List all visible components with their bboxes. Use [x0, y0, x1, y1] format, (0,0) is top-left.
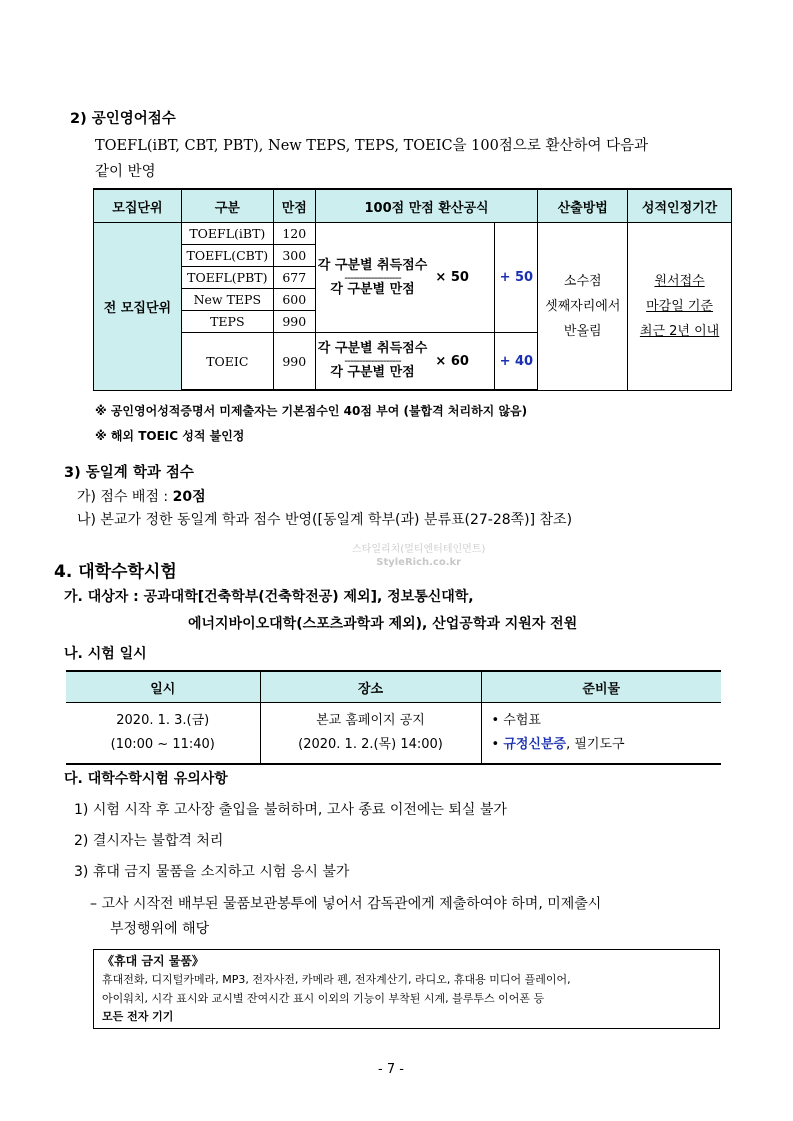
place-text: 본교 홈페이지 공지: [316, 713, 425, 728]
place-cell: [260, 703, 481, 765]
method-cell: [538, 223, 628, 391]
header-datetime: 일시: [66, 671, 260, 703]
time-text: (10:00 ~ 11:40): [110, 737, 215, 752]
header-max-score: 만점: [273, 189, 315, 223]
period-cell: [628, 223, 732, 391]
formula-plus-2: + 40: [495, 333, 538, 391]
english-score-table: [93, 188, 732, 391]
formula-cell-2: [315, 333, 495, 391]
item-a-value: 20점: [172, 489, 206, 505]
section-3-item-a: [77, 486, 206, 506]
datetime-cell: [66, 703, 260, 765]
test-max: 990: [273, 311, 315, 333]
header-period: 성적인정기간: [628, 189, 732, 223]
section-4-schedule-heading: 나. 시험 일시: [64, 646, 147, 662]
method-line-1: 소수점: [563, 273, 602, 289]
test-name: TEPS: [181, 311, 273, 333]
prep-item-id: [492, 733, 721, 757]
test-name: TOEFL(PBT): [181, 267, 273, 289]
header-prep: 준비물: [481, 671, 721, 703]
prep-id-highlight: 규정신분증: [503, 737, 567, 752]
period-line-2: 마감일 기준: [646, 298, 714, 314]
section-2-heading: 2) 공인영어점수: [70, 111, 176, 127]
test-name: TOEFL(iBT): [181, 223, 273, 245]
exam-notes-heading: 다. 대학수학시험 유의사항: [64, 771, 228, 787]
section-4-target-line-2: 에너지바이오대학(스포츠과학과 제외), 산업공학과 지원자 전원: [188, 616, 578, 632]
formula-numerator: 각 구분별 취득점수: [317, 257, 428, 273]
unit-cell: 전 모집단위: [94, 223, 182, 391]
prohibited-items-line-3: 모든 전자 기기: [102, 1010, 174, 1023]
section-4-title: 4. 대학수학시험: [54, 562, 177, 582]
place-date-text: (2020. 1. 2.(목) 14:00): [298, 737, 443, 752]
prohibited-items-line-2: 아이워치, 시각 표시와 교시별 잔여시간 표시 이외의 기능이 부착된 시계, 블루투스 이어폰 등: [102, 992, 545, 1005]
prep-item-ticket: • 수험표: [491, 713, 541, 728]
formula-numerator: 각 구분별 취득점수: [317, 341, 428, 356]
watermark: [352, 543, 485, 569]
exam-note-2: 2) 결시자는 불합격 처리: [74, 833, 224, 849]
formula-multiplier-1: × 50: [435, 270, 469, 285]
formula-multiplier-2: × 60: [435, 353, 469, 369]
method-line-3: 반올림: [563, 323, 602, 339]
formula-denominator: 각 구분별 만점: [330, 281, 415, 297]
test-max: 600: [273, 289, 315, 311]
test-max: 677: [273, 267, 315, 289]
prohibited-items-title: 《휴대 금지 물품》: [102, 954, 204, 968]
method-line-2: 셋째자리에서: [545, 298, 621, 314]
formula-bar: -------------------: [344, 354, 401, 367]
exam-schedule-table: [66, 670, 721, 765]
header-method: 산출방법: [538, 189, 628, 223]
test-max: 120: [273, 223, 315, 245]
header-category: 구분: [181, 189, 273, 223]
section-2-description-line-1: TOEFL(iBT, CBT, PBT), New TEPS, TEPS, TOEIC을 100점으로 환산하여 다음과: [95, 138, 649, 154]
prohibited-items-box: [93, 949, 720, 1029]
test-name: TOEIC: [181, 333, 273, 391]
header-formula: 100점 만점 환산공식: [315, 189, 538, 223]
header-unit: 모집단위: [94, 189, 182, 223]
formula-bar: -------------------: [344, 270, 401, 284]
test-name: New TEPS: [181, 289, 273, 311]
formula-plus-1: + 50: [495, 223, 538, 333]
section-2-description-line-2: 같이 반영: [95, 164, 156, 180]
exam-note-1: 1) 시험 시작 후 고사장 출입을 불허하며, 고사 종료 이전에는 퇴실 불가: [74, 802, 507, 818]
note-1: ※ 공인영어성적증명서 미제출자는 기본점수인 40점 부여 (불합격 처리하지 않음): [95, 404, 528, 418]
prohibited-items-line-1: 휴대전화, 디지털카메라, MP3, 전자사전, 카메라 펜, 전자계산기, 라디오, 휴대용 미디어 플레이어,: [102, 973, 571, 986]
exam-note-3-detail-line-2: 부정행위에 해당: [110, 921, 210, 937]
item-a-label: 가) 점수 배점 :: [77, 489, 173, 505]
watermark-line-1: 스타일리치(멀티엔터테인먼트): [352, 544, 486, 555]
prep-id-rest: , 필기도구: [566, 737, 625, 752]
prep-cell: [481, 703, 721, 765]
formula-fraction-2: [318, 340, 428, 382]
period-line-1: 원서접수: [654, 273, 705, 289]
watermark-line-2: StyleRich.co.kr: [376, 557, 462, 568]
section-4-target-line-1: 가. 대상자 : 공과대학[건축학부(건축학전공) 제외], 정보통신대학,: [64, 589, 474, 605]
date-text: 2020. 1. 3.(금): [116, 713, 210, 728]
test-name: TOEFL(CBT): [181, 245, 273, 267]
formula-denominator: 각 구분별 만점: [330, 365, 415, 380]
section-3-item-b: 나) 본교가 정한 동일계 학과 점수 반영([동일계 학부(과) 분류표(27-28쪽)] 참조): [77, 512, 573, 528]
test-max: 300: [273, 245, 315, 267]
exam-note-3: 3) 휴대 금지 물품을 소지하고 시험 응시 불가: [74, 864, 350, 880]
formula-cell-1: [315, 223, 495, 333]
prep-bullet: •: [491, 737, 504, 752]
test-max: 990: [273, 333, 315, 391]
section-3-heading: 3) 동일계 학과 점수: [64, 465, 194, 481]
period-line-3: 최근 2년 이내: [639, 323, 720, 339]
page-number: - 7 -: [378, 1062, 404, 1077]
note-2: ※ 해외 TOEIC 성적 불인정: [95, 429, 245, 443]
formula-fraction-1: [318, 257, 428, 299]
exam-note-3-detail-line-1: – 고사 시작전 배부된 물품보관봉투에 넣어서 감독관에게 제출하여야 하며, 미제출시: [90, 896, 602, 912]
header-place: 장소: [260, 671, 481, 703]
